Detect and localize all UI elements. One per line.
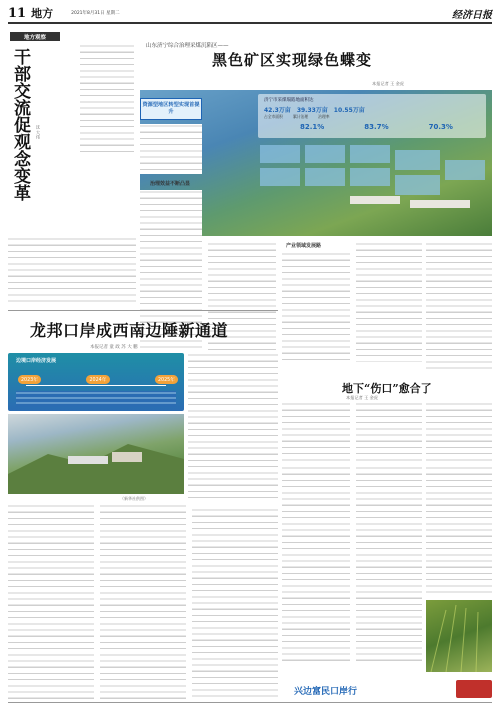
percent-1: 82.1%	[300, 123, 325, 131]
stats-row	[264, 105, 482, 114]
bottom-rule	[8, 702, 492, 703]
column-label	[10, 32, 60, 41]
second-body-col1	[188, 353, 278, 503]
column-title: 干部交流促观念变革	[10, 48, 30, 201]
stat-value-3: 10.55万亩	[333, 107, 365, 114]
timeline-line	[26, 385, 166, 386]
corner-badge	[456, 680, 492, 698]
stat-value-1: 42.3万亩	[264, 107, 291, 114]
lead-body-col3	[282, 252, 350, 362]
column-body-1	[80, 44, 134, 152]
timeline	[18, 375, 178, 384]
stat-caption-3: 治理率	[318, 114, 330, 119]
photo-caption: （新华社供图）	[120, 496, 148, 501]
mid-right-body-2	[356, 402, 422, 462]
second-body-col4	[192, 508, 278, 700]
lead-subhead-1	[140, 98, 202, 120]
stat-caption-2: 累计治理	[292, 114, 309, 119]
infographic-title: 边境口岸经济发展	[16, 358, 57, 364]
section-title: 地方	[31, 7, 54, 20]
bottom-right-body-3	[426, 466, 492, 596]
mid-right-body-3	[426, 402, 492, 462]
bottom-right-photo	[426, 600, 492, 672]
stats-caption-row	[264, 114, 482, 120]
lead-subhead-3: 产业领域发展路	[286, 243, 322, 249]
masthead	[8, 6, 492, 20]
lead-subhead-1-text: 资源型地区转型实现首提升	[142, 102, 200, 115]
border-port-graphic	[8, 414, 184, 494]
issue-date: 2021年8月31日 星期二	[71, 11, 120, 16]
second-body-col2	[8, 504, 94, 700]
column-label-text: 地方观察	[23, 34, 46, 41]
percent-row	[300, 123, 453, 131]
percent-2: 83.7%	[364, 123, 389, 131]
bottom-right-body-1	[282, 466, 350, 666]
lead-byline: 本报记者 王 金虎	[372, 81, 404, 86]
stats-overlay-title: 济宁市采煤塌陷地面积达	[264, 98, 314, 103]
paper-name: 经济日报	[452, 9, 492, 21]
lead-body-col4	[356, 242, 422, 362]
bottom-right-body-2	[356, 466, 422, 666]
lead-subhead-2: 治理效益不断凸显	[150, 181, 191, 187]
lead-kicker: 山东济宁综合治理采煤沉陷区——	[146, 43, 229, 49]
second-photo	[8, 414, 184, 494]
second-headline: 龙邦口岸成西南边陲新通道	[30, 321, 229, 340]
stat-caption-1: 占全市面积	[264, 114, 283, 119]
timeline-node-1: 2023年	[18, 375, 41, 384]
lead-body-col1	[140, 124, 202, 174]
percent-3: 70.3%	[428, 123, 453, 131]
second-body-col3	[100, 504, 186, 700]
column-body-2	[8, 237, 136, 303]
second-byline: 本报记者 童 政 苏 大 鹏	[90, 345, 138, 350]
infographic	[8, 353, 184, 411]
crop-field-graphic	[426, 600, 492, 672]
mid-right-byline: 本报记者 王 金虎	[346, 395, 378, 400]
lead-body-col5	[426, 242, 492, 370]
column-byline: 沈 大伟	[36, 125, 41, 139]
page-number: 11	[8, 5, 27, 21]
timeline-node-2: 2024年	[86, 375, 109, 384]
masthead-rule	[8, 22, 492, 24]
timeline-node-3: 2025年	[155, 375, 178, 384]
section-divider	[8, 310, 278, 311]
lead-headline: 黑色矿区实现绿色蝶变	[212, 51, 373, 69]
timeline-notes	[16, 391, 176, 407]
mid-right-body-1	[282, 402, 350, 462]
stat-value-2: 39.33万亩	[296, 107, 328, 114]
mid-right-headline: 地下“伤口”愈合了	[342, 382, 432, 395]
bottom-right-headline: 兴边富民口岸行	[294, 687, 358, 697]
